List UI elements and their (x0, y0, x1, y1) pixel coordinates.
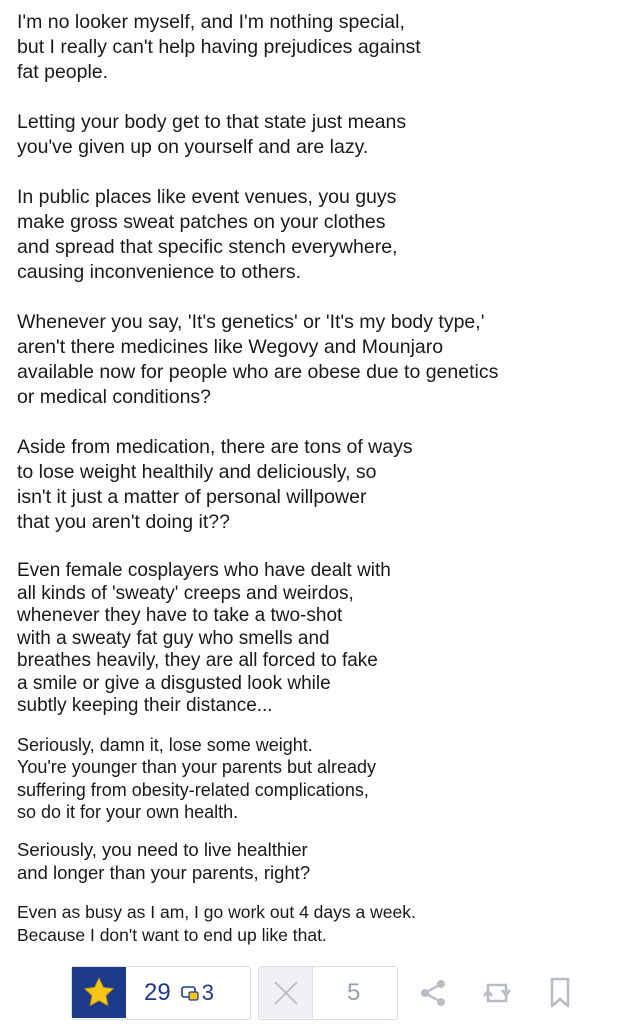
text-line: or medical conditions? (17, 386, 212, 408)
repost-button[interactable] (480, 976, 514, 1010)
text-line: you've given up on yourself and are lazy. (17, 136, 369, 158)
text-line: fat people. (17, 61, 109, 83)
star-icon[interactable] (72, 967, 126, 1018)
text-line: suffering from obesity-related complications, (17, 779, 369, 800)
text-line: Seriously, you need to live healthier (17, 838, 308, 860)
text-line: Even female cosplayers who have dealt with (17, 560, 391, 581)
text-line: make gross sweat patches on your clothes (17, 211, 386, 233)
repost-icon (480, 977, 514, 1009)
post-body (17, 10, 623, 948)
downvote-count: 5 (347, 979, 361, 1006)
x-icon[interactable] (259, 967, 313, 1018)
paragraph-5 (17, 435, 623, 535)
paragraph-3 (17, 185, 623, 285)
paragraph-6 (17, 560, 623, 718)
comment-count-link[interactable] (181, 967, 214, 1019)
text-line: aren't there medicines like Wegovy and Mounjaro (17, 336, 444, 358)
share-button[interactable] (416, 976, 450, 1010)
upvote-button[interactable] (71, 966, 251, 1020)
paragraph-4 (17, 310, 623, 410)
text-line: You're younger than your parents but already (17, 757, 377, 777)
text-line: whenever they have to take a two-shot (17, 605, 343, 626)
text-line: but I really can't help having prejudices against (17, 36, 421, 58)
paragraph-8 (17, 838, 623, 885)
action-bar (0, 962, 640, 1024)
paragraph-7 (17, 734, 623, 824)
comment-icon (181, 985, 199, 1001)
text-line: all kinds of 'sweaty' creeps and weirdos, (17, 582, 354, 604)
paragraph-2 (17, 110, 623, 160)
text-line: In public places like event venues, you guys (17, 186, 397, 208)
text-line: Because I don't want to end up like that. (17, 925, 327, 945)
text-line: breathes heavily, they are all forced to fake (17, 650, 378, 671)
text-line: a smile or give a disgusted look while (17, 672, 331, 694)
text-line: Even as busy as I am, I go work out 4 days a week. (17, 901, 416, 922)
text-line: with a sweaty fat guy who smells and (17, 627, 330, 649)
text-line: Aside from medication, there are tons of ways (17, 436, 413, 458)
bookmark-button[interactable] (543, 976, 577, 1010)
comment-count: 3 (201, 980, 214, 1005)
text-line: Letting your body get to that state just means (17, 111, 407, 133)
text-line: Whenever you say, 'It's genetics' or 'It's my body type,' (17, 311, 485, 333)
share-icon (417, 977, 449, 1009)
text-line: available now for people who are obese due to genetics (17, 361, 499, 383)
text-line: that you aren't doing it?? (17, 511, 230, 533)
text-line: isn't it just a matter of personal willpower (17, 486, 367, 508)
text-line: so do it for your own health. (17, 802, 239, 822)
paragraph-9 (17, 901, 623, 948)
bookmark-icon (546, 976, 574, 1010)
text-line: subtly keeping their distance... (17, 695, 273, 716)
text-line: I'm no looker myself, and I'm nothing special, (17, 11, 405, 33)
text-line: to lose weight healthily and deliciously, so (17, 461, 377, 483)
text-line: Seriously, damn it, lose some weight. (17, 734, 313, 755)
text-line: and longer than your parents, right? (17, 862, 311, 883)
paragraph-1 (17, 10, 623, 85)
text-line: causing inconvenience to others. (17, 261, 302, 283)
downvote-button[interactable] (258, 966, 398, 1020)
text-line: and spread that specific stench everywhere, (17, 236, 398, 258)
upvote-count: 29 (144, 979, 171, 1006)
